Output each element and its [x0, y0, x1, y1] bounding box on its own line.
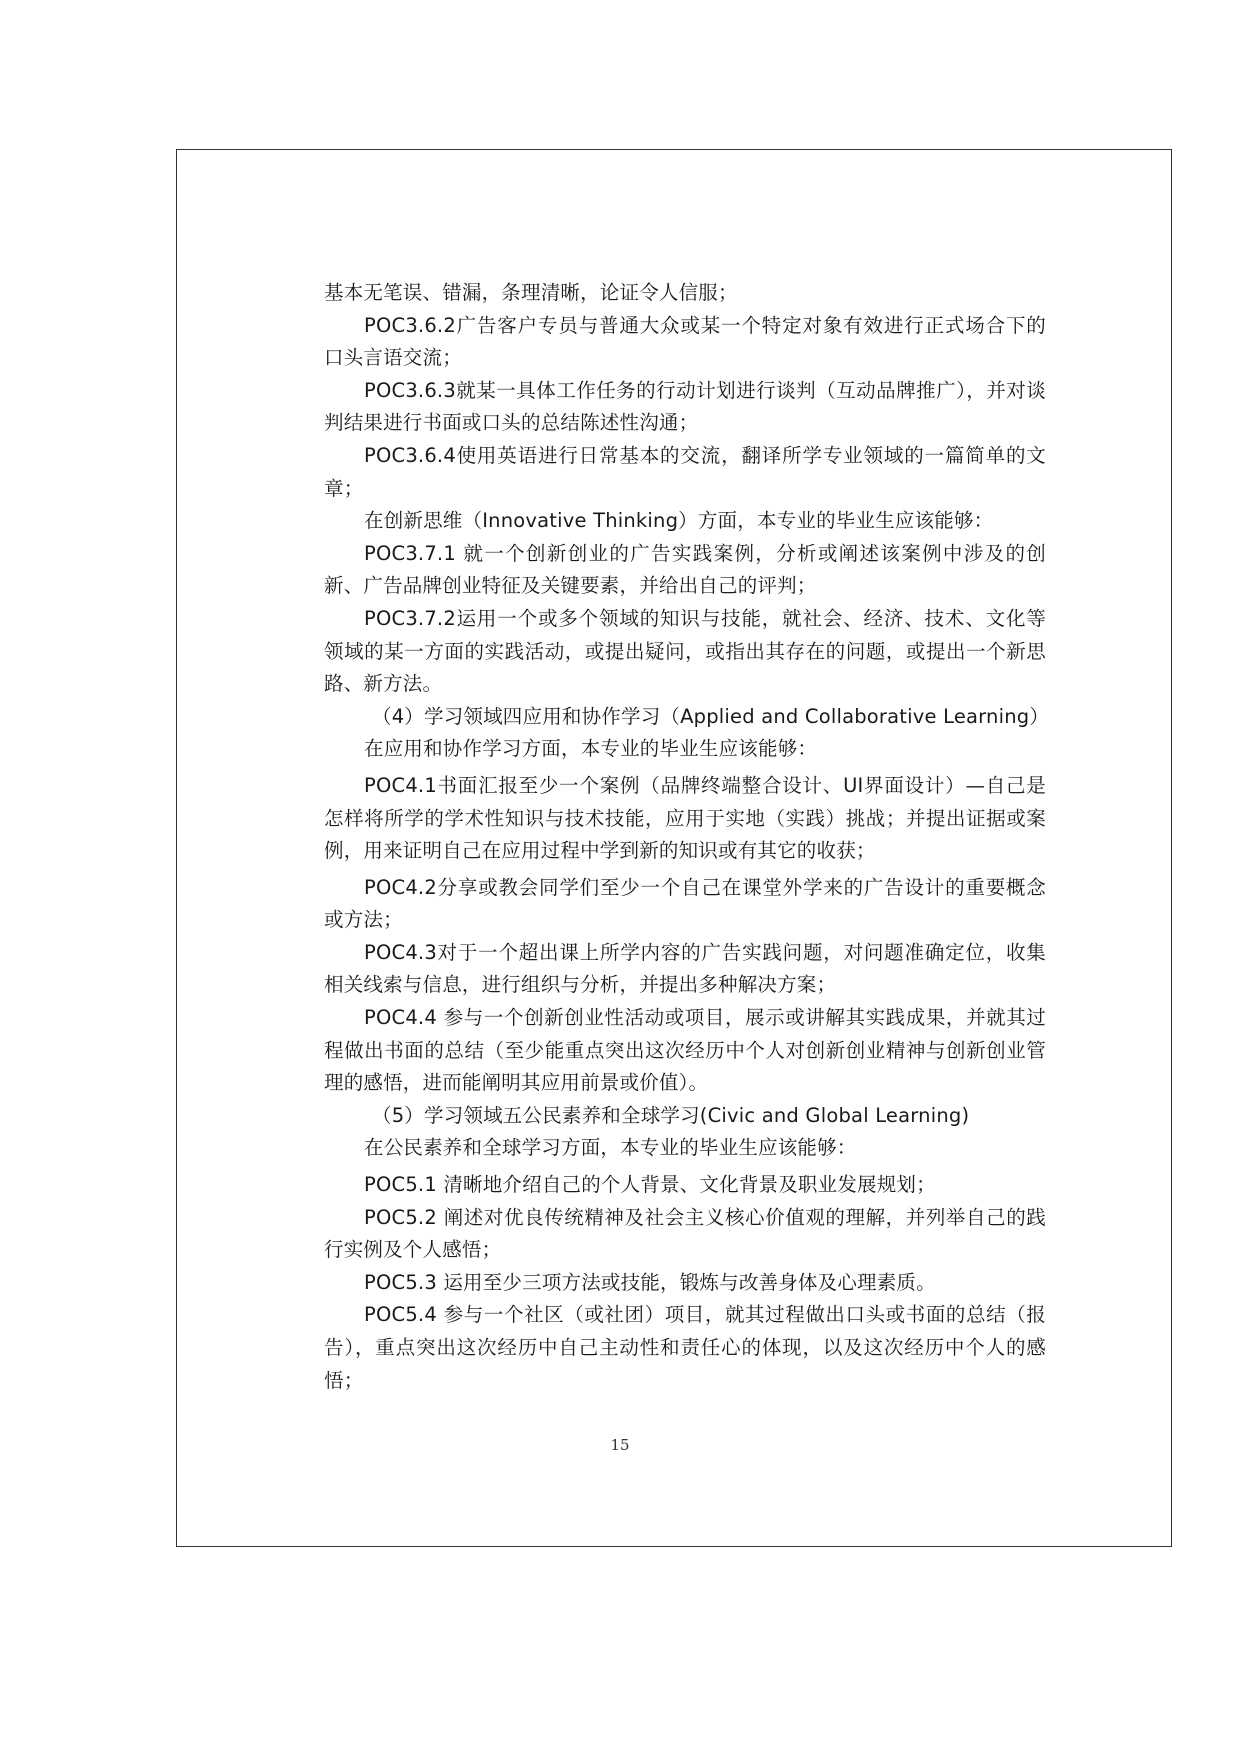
paragraph-poc-3-6-4: POC3.6.4使用英语进行日常基本的交流，翻译所学专业领域的一篇简单的文章； — [324, 443, 1046, 500]
paragraph-poc-4-1: POC4.1书面汇报至少一个案例（品牌终端整合设计、UI界面设计）—自己是怎样将所学的学术性知识与技术技能，应用于实地（实践）挑战；并提出证据或案例，用来证明自己在应用过程中学到新的知识或有其它的收获； — [324, 773, 1046, 863]
paragraph-poc-3-7-2: POC3.7.2运用一个或多个领域的知识与技能，就社会、经济、技术、文化等领域的某一方面的实践活动，或提出疑问，或指出其存在的问题，或提出一个新思路、新方法。 — [324, 606, 1046, 696]
document-body — [324, 277, 1050, 1397]
paragraph-poc-5-1: POC5.1 清晰地介绍自己的个人背景、文化背景及职业发展规划； — [364, 1173, 936, 1197]
paragraph-poc-5-2: POC5.2 阐述对优良传统精神及社会主义核心价值观的理解，并列举自己的践行实例及个人感悟； — [324, 1205, 1046, 1262]
paragraph-continuation: 基本无笔误、错漏，条理清晰，论证令人信服； — [324, 281, 738, 304]
paragraph-innovative-thinking-intro: 在创新思维（Innovative Thinking）方面，本专业的毕业生应该能够： — [364, 509, 994, 533]
section-heading-4: （4）学习领域四应用和协作学习（Applied and Collaborative Learning） — [372, 704, 1050, 728]
paragraph-poc-3-6-2: POC3.6.2广告客户专员与普通大众或某一个特定对象有效进行正式场合下的口头言语交流； — [324, 313, 1046, 370]
paragraph-poc-3-6-3: POC3.6.3就某一具体工作任务的行动计划进行谈判（互动品牌推广），并对谈判结果进行书面或口头的总结陈述性沟通； — [324, 378, 1046, 435]
paragraph-poc-5-3: POC5.3 运用至少三项方法或技能，锻炼与改善身体及心理素质。 — [364, 1270, 936, 1294]
paragraph-applied-learning-intro: 在应用和协作学习方面，本专业的毕业生应该能够： — [364, 737, 818, 761]
paragraph-civic-learning-intro: 在公民素养和全球学习方面，本专业的毕业生应该能够： — [364, 1136, 857, 1160]
paragraph-poc-4-3: POC4.3对于一个超出课上所学内容的广告实践问题，对问题准确定位，收集相关线索与信息，进行组织与分析，并提出多种解决方案； — [324, 940, 1046, 997]
paragraph-poc-4-4: POC4.4 参与一个创新创业性活动或项目，展示或讲解其实践成果，并就其过程做出书面的总结（至少能重点突出这次经历中个人对创新创业精神与创新创业管理的感悟，进而能阐明其应用前景或价值）。 — [324, 1006, 1046, 1095]
paragraph-poc-4-2: POC4.2分享或教会同学们至少一个自己在课堂外学来的广告设计的重要概念或方法； — [324, 875, 1046, 932]
paragraph-poc-3-7-1: POC3.7.1 就一个创新创业的广告实践案例，分析或阐述该案例中涉及的创新、广告品牌创业特征及关键要素，并给出自己的评判； — [324, 541, 1046, 598]
paragraph-poc-5-4: POC5.4 参与一个社区（或社团）项目，就其过程做出口头或书面的总结（报告），重点突出这次经历中自己主动性和责任心的体现，以及这次经历中个人的感悟； — [324, 1303, 1046, 1392]
section-heading-5: （5）学习领域五公民素养和全球学习(Civic and Global Learning) — [372, 1103, 970, 1127]
page-number: 15 — [610, 1436, 630, 1454]
